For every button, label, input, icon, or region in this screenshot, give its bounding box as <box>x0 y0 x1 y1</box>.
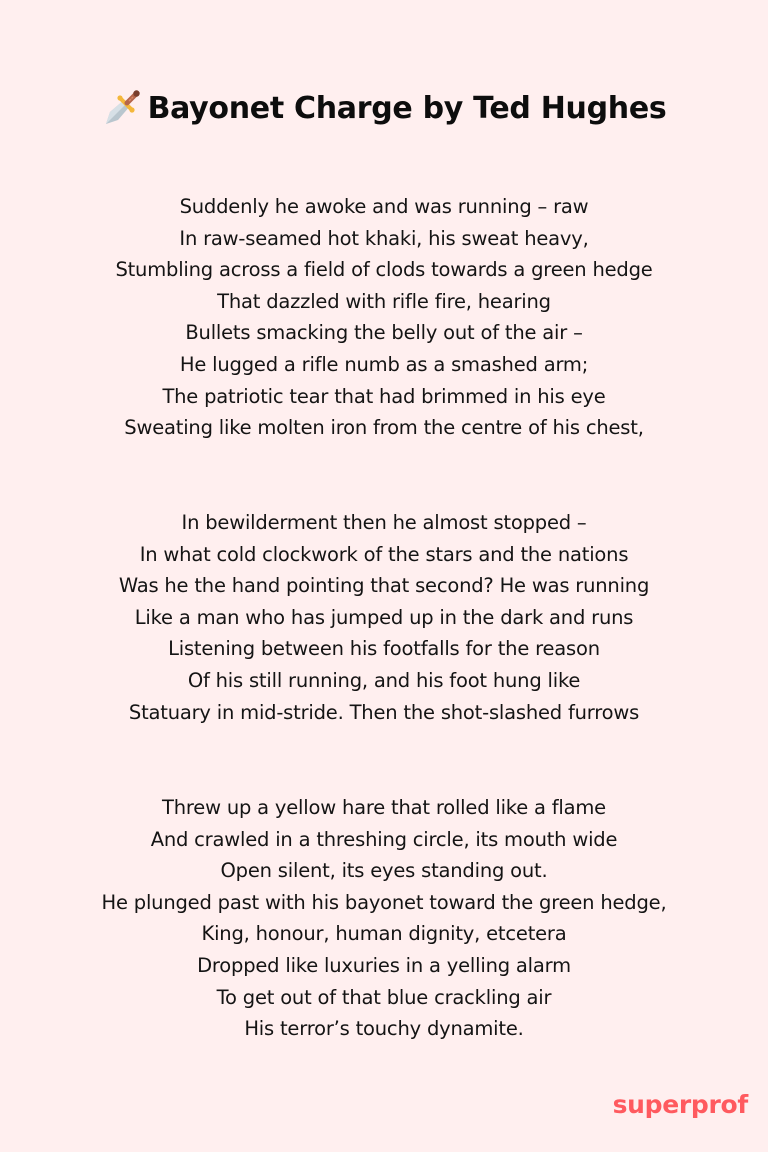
poem-line: Stumbling across a field of clods towards a green hedge <box>115 258 653 282</box>
poem-line: He lugged a rifle numb as a smashed arm; <box>179 352 589 376</box>
poem-line: Threw up a yellow hare that rolled like a flame <box>162 796 606 819</box>
poem-line: He plunged past with his bayonet toward the green hedge, <box>101 890 667 914</box>
superprof-logo: superprof <box>612 1090 748 1119</box>
poem-line: To get out of that blue crackling air <box>216 985 552 1009</box>
poem-line: Suddenly he awoke and was running – raw <box>179 195 589 218</box>
poem-line: King, honour, human dignity, etcetera <box>201 922 567 946</box>
poem-line: The patriotic tear that had brimmed in his eye <box>162 384 606 408</box>
poem-line: Was he the hand pointing that second? He was running <box>118 574 650 598</box>
poem-line: Listening between his footfalls for the reason <box>168 637 600 661</box>
stanza-2 <box>0 507 768 728</box>
poem-line: Like a man who has jumped up in the dark and runs <box>134 605 634 629</box>
poem-line: Sweating like molten iron from the centre of his chest, <box>124 416 644 440</box>
page-header <box>0 88 768 128</box>
poem-line: Dropped like luxuries in a yelling alarm <box>197 953 571 977</box>
poem-line: In what cold clockwork of the stars and the nations <box>139 542 629 566</box>
poem-line: Open silent, its eyes standing out. <box>220 859 548 883</box>
stanza-1 <box>0 191 768 444</box>
poem-line: His terror’s touchy dynamite. <box>244 1017 524 1041</box>
page-title: Bayonet Charge by Ted Hughes <box>147 90 667 126</box>
poem-line: That dazzled with rifle fire, hearing <box>217 289 551 313</box>
poem-line: Of his still running, and his foot hung like <box>187 668 581 692</box>
poem-line: Statuary in mid-stride. Then the shot-slashed furrows <box>128 700 640 724</box>
poem-line: In raw-seamed hot khaki, his sweat heavy, <box>179 226 589 250</box>
poem-line: Bullets smacking the belly out of the air – <box>185 321 583 345</box>
dagger-icon <box>102 88 142 128</box>
stanza-3 <box>0 792 768 1045</box>
poem-line: In bewilderment then he almost stopped – <box>181 511 587 534</box>
poem-line: And crawled in a threshing circle, its mouth wide <box>150 827 618 851</box>
